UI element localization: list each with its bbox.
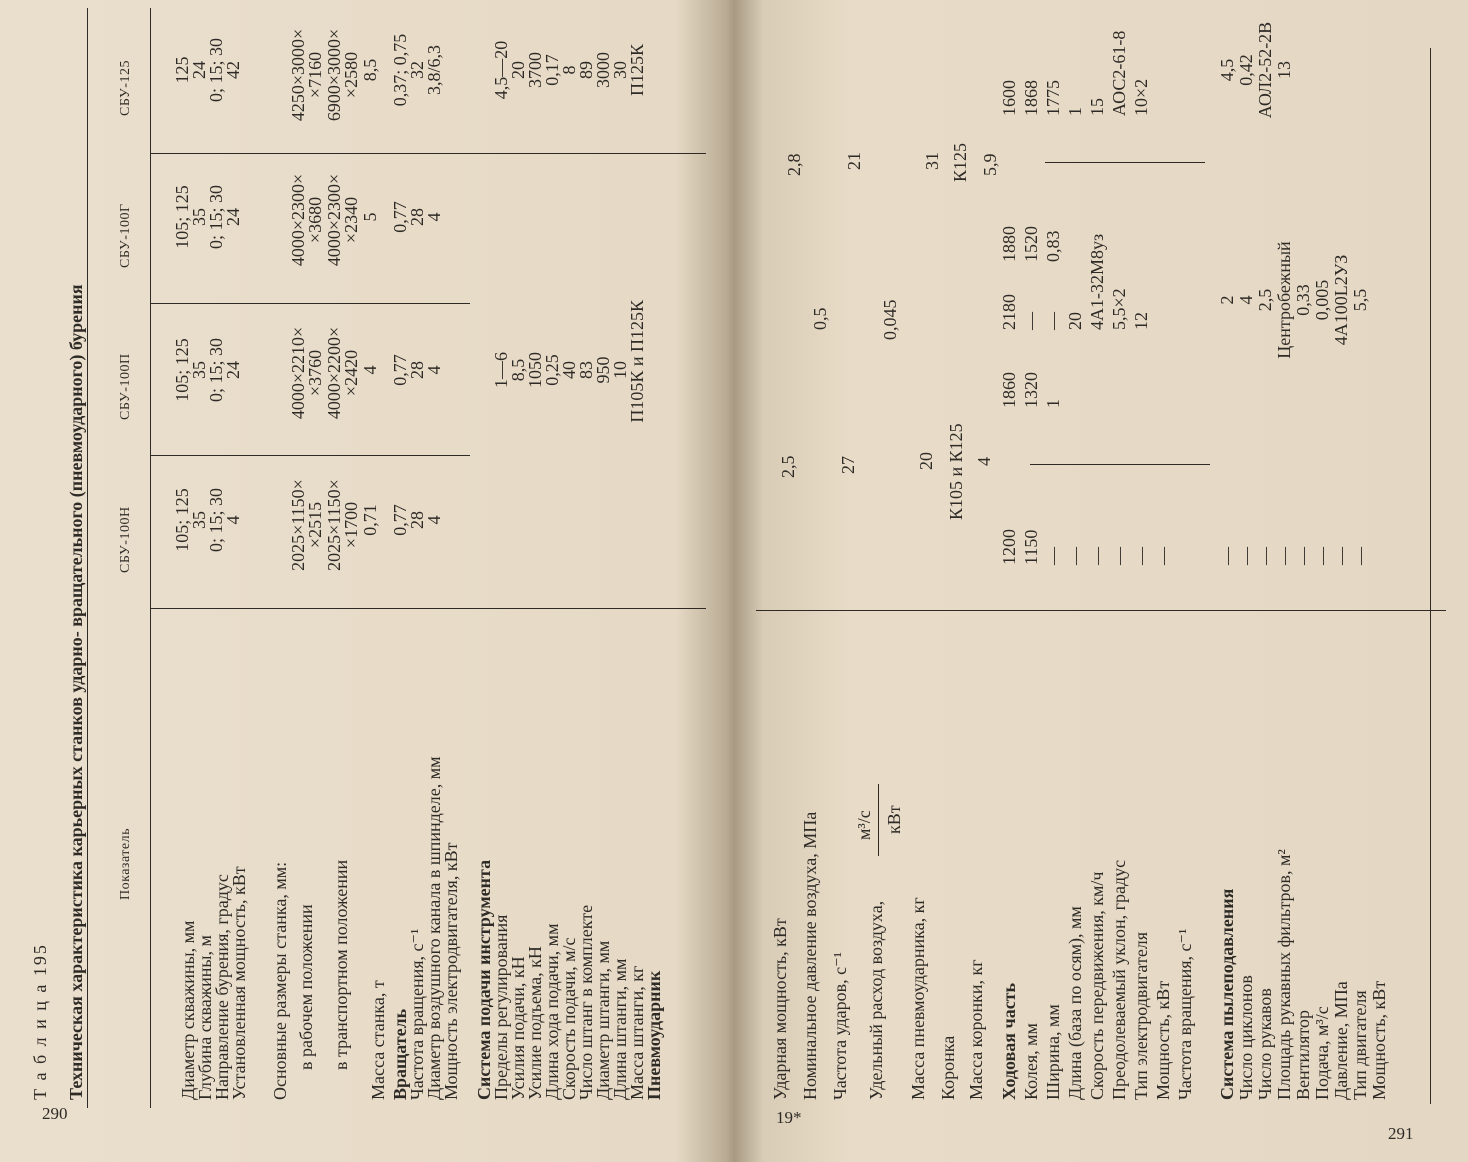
g1-col4 — [174, 5, 242, 135]
row-label: Пневмоударник — [644, 970, 664, 1100]
right-table-top-rule — [756, 610, 1446, 611]
cell: — — [1153, 547, 1173, 565]
row-label: Пределы регулирования — [491, 914, 511, 1100]
g2-work-col1 — [290, 450, 324, 600]
section-heading: Ходовая часть — [999, 982, 1019, 1100]
cell: 13 — [1274, 61, 1294, 79]
g4-col2 — [493, 300, 646, 440]
cell: 125 — [172, 56, 192, 84]
cell: 0,17 — [542, 54, 562, 86]
cell: — — [1087, 547, 1107, 565]
g3-col3 — [392, 147, 443, 287]
cell: 4000×2300× — [324, 173, 344, 267]
g1-col2 — [174, 300, 242, 440]
row-label: Площадь рукавных фильтров, м² — [1274, 849, 1294, 1100]
cell: — — [1236, 547, 1256, 565]
cell: 4,5 — [1217, 58, 1237, 82]
bit-col3: К125 — [950, 142, 970, 182]
cell: 1050 — [525, 352, 545, 388]
cell: — — [1217, 547, 1237, 565]
cell: АОС2-61-8 — [1109, 30, 1129, 116]
bit-mass-col1: 4 — [974, 457, 994, 466]
cell: — — [1021, 312, 1041, 330]
cell: 2,5 — [1255, 288, 1275, 312]
table-left-rule — [87, 8, 88, 1108]
cell: — — [1331, 547, 1351, 565]
cell: 20 — [1065, 312, 1085, 330]
cell: 35 — [189, 208, 209, 226]
freq-label: Частота ударов, с⁻¹ — [830, 951, 850, 1100]
row-label: Ширина, мм — [1043, 1004, 1063, 1100]
label-group-4 — [476, 860, 663, 1100]
row-label: Колея, мм — [1021, 1023, 1041, 1100]
airflow-col2: 0,045 — [880, 299, 900, 340]
row-label: Направление бурения, градус — [212, 874, 232, 1100]
section-heading: Система пылеподавления — [1217, 888, 1237, 1100]
cell: 2025×1150× — [288, 479, 308, 571]
row-label: Диаметр скважины, мм — [178, 920, 198, 1100]
hammer-mass-col1: 20 — [916, 452, 936, 470]
cell: 8,5 — [508, 358, 528, 382]
row-label: Скорость передвижения, км/ч — [1087, 871, 1107, 1100]
cell: 2180 — [999, 294, 1019, 330]
bit-mass-col3: 5,9 — [980, 153, 1000, 176]
cell: ×3680 — [305, 196, 325, 244]
cell: 24 — [223, 361, 243, 379]
header-col2: СБУ-100П — [118, 353, 133, 420]
cell: 4 — [424, 365, 444, 375]
g3-col4 — [392, 5, 443, 135]
header-col3: СБУ-100Г — [118, 203, 133, 268]
cell: П125К — [627, 44, 647, 97]
cell: 8 — [559, 65, 579, 75]
cell: 28 — [407, 511, 427, 529]
hammer-mass-label: Масса пневмоударника, кг — [908, 897, 928, 1100]
dimensions-label: Основные размеры станка, мм: — [270, 861, 290, 1100]
row-label: Скорость подачи, м/с — [559, 937, 579, 1100]
cell: 3700 — [525, 52, 545, 88]
cell: 0,77 — [390, 354, 410, 386]
mass-col1: 0,71 — [360, 504, 380, 536]
freq-col3: 21 — [844, 152, 864, 170]
g1-col3 — [174, 147, 242, 287]
row-label: Тип электродвигателя — [1131, 931, 1151, 1100]
cell: 0; 15; 30 — [206, 488, 226, 553]
cell: — — [1043, 312, 1063, 330]
cell: 1880 — [999, 226, 1019, 262]
cell: 30 — [610, 61, 630, 79]
header-indicator: Показатель — [118, 828, 133, 900]
row-label: Давление, МПа — [1331, 981, 1351, 1100]
mass-col4: 8,5 — [360, 58, 380, 82]
cell: 0; 15; 30 — [206, 38, 226, 103]
cell: 105; 125 — [172, 185, 192, 249]
signature-mark: 19* — [776, 1108, 802, 1127]
cell: 4000×2210× — [288, 326, 308, 420]
cell: 32 — [407, 61, 427, 79]
row-label: Установленная мощность, кВт — [229, 866, 249, 1100]
cell: ×7160 — [305, 51, 325, 99]
cell: Центробежный — [1274, 241, 1294, 359]
airflow-label: Удельный расход воздуха, — [866, 900, 886, 1100]
pressure-label: Номинальное давление воздуха, МПа — [800, 811, 820, 1100]
row-label: Тип двигателя — [1350, 990, 1370, 1100]
cell: АОЛ2-52-2В — [1255, 21, 1275, 119]
row-label: Частота вращения, с⁻¹ — [1175, 928, 1195, 1100]
cell: 10 — [610, 361, 630, 379]
cell: 89 — [576, 61, 596, 79]
cell: 0,77 — [390, 201, 410, 233]
cell: 83 — [576, 361, 596, 379]
cell: — — [1350, 547, 1370, 565]
cell: 1200 — [999, 529, 1019, 565]
label-group-6 — [1218, 849, 1389, 1100]
row-label: Мощность электродвигателя, кВт — [441, 842, 461, 1100]
page-number-left: 290 — [42, 1104, 68, 1123]
cell: 2025×1150× — [324, 479, 344, 571]
g2-work-col3 — [290, 145, 324, 295]
cell: 0; 15; 30 — [206, 185, 226, 250]
g2-transport-col1 — [326, 450, 360, 600]
cell: 0,77 — [390, 504, 410, 536]
table-title: Техническая характеристика карьерных станков ударно- вращательного (пневмоударного) бурения — [66, 284, 86, 1100]
work-position-label: в рабочем положении — [296, 904, 316, 1070]
cell: — — [1274, 547, 1294, 565]
cell: 3,8/6,3 — [424, 45, 444, 96]
impact-col1: 2,5 — [778, 455, 798, 478]
g5-col4 — [998, 31, 1152, 116]
impact-col3: 2,8 — [784, 153, 804, 176]
cell: 35 — [189, 361, 209, 379]
header-divider — [150, 8, 151, 1108]
g5-col2 — [998, 372, 1064, 408]
row-label: Длина (база по осям), мм — [1065, 906, 1085, 1100]
row-label: Подача, м³/с — [1312, 1006, 1332, 1100]
mass-col3: 5 — [360, 212, 380, 222]
cell: 4000×2200× — [324, 326, 344, 420]
cell: 4А100L2УЗ — [1331, 254, 1351, 346]
right-table-bottom-rule — [1430, 48, 1431, 1104]
row-label: Преодолеваемый уклон, градус — [1109, 859, 1129, 1100]
row-label: Частота вращения, с⁻¹ — [407, 928, 427, 1100]
g6-col4 — [1218, 0, 1294, 140]
cell: 4 — [424, 212, 444, 222]
row-label: Число штанг в комплекте — [576, 904, 596, 1100]
row-label: Глубина скважины, м — [195, 935, 215, 1100]
right-col-divider-1 — [1030, 464, 1210, 465]
cell: 1150 — [1021, 529, 1041, 565]
cell: 0; 15; 30 — [206, 338, 226, 403]
cell: ×2340 — [341, 196, 361, 244]
cell: — — [1109, 547, 1129, 565]
row-label: Длина хода подачи, мм — [542, 923, 562, 1100]
row-label: Мощность, кВт — [1153, 980, 1173, 1100]
cell: 105; 125 — [172, 338, 192, 402]
airflow-frac-top: м³/с — [854, 810, 874, 840]
bit-mass-label: Масса коронки, кг — [966, 959, 986, 1100]
g6-col1 — [1218, 547, 1370, 565]
cell: 1868 — [1021, 80, 1041, 116]
cell: 1 — [1065, 107, 1085, 116]
cell: 2 — [1217, 295, 1237, 305]
cell: 4 — [223, 515, 243, 525]
cell: 1775 — [1043, 80, 1063, 116]
cell: 0,33 — [1293, 284, 1313, 316]
row-label: Усилие подъема, кН — [525, 946, 545, 1100]
cell: 0,42 — [1236, 54, 1256, 86]
g4-col4 — [493, 5, 646, 135]
cell: 12 — [1131, 312, 1151, 330]
g3-col1 — [392, 450, 443, 590]
cell: 24 — [223, 208, 243, 226]
g2-work-col4 — [290, 5, 324, 145]
label-group-1 — [180, 866, 248, 1100]
label-group-3 — [392, 757, 460, 1101]
cell: 42 — [223, 61, 243, 79]
airflow-frac-bottom: кВт — [884, 805, 904, 834]
cell: 0,005 — [1312, 279, 1332, 321]
g1-col1 — [174, 450, 242, 590]
g3-col2 — [392, 300, 443, 440]
transport-position-label: в транспортном положении — [331, 859, 351, 1070]
cell: ×2580 — [341, 51, 361, 99]
cell: ×2515 — [305, 501, 325, 549]
cell: 20 — [508, 61, 528, 79]
cell: 1600 — [999, 80, 1019, 116]
g2-transport-col2 — [326, 298, 360, 448]
cell: 1860 — [999, 372, 1019, 408]
g2-work-col2 — [290, 298, 324, 448]
cell: 35 — [189, 511, 209, 529]
row-label: Мощность, кВт — [1369, 980, 1389, 1100]
cell: ×2420 — [341, 349, 361, 397]
cell: 40 — [559, 361, 579, 379]
g6-col3 — [1218, 200, 1370, 400]
page-number-right: 291 — [1388, 1124, 1414, 1143]
cell: 1 — [1043, 399, 1063, 408]
freq-col1: 27 — [838, 456, 858, 474]
row-label: Вентилятор — [1293, 1009, 1313, 1100]
row-label: Диаметр воздушного канала в шпинделе, мм — [424, 756, 444, 1100]
label-group-5 — [998, 860, 1196, 1100]
pressure-col2: 0,5 — [810, 307, 830, 330]
cell: 1—6 — [491, 352, 511, 388]
cell: 1320 — [1021, 372, 1041, 408]
cell: 0,25 — [542, 354, 562, 386]
cell: — — [1312, 547, 1332, 565]
g2-transport-col3 — [326, 145, 360, 295]
cell: 4000×2300× — [288, 173, 308, 267]
row-label: Длина штанги, мм — [610, 958, 630, 1100]
row-label: Число циклонов — [1236, 975, 1256, 1100]
cell: 28 — [407, 361, 427, 379]
cell: 5,5×2 — [1109, 288, 1129, 330]
cell: 105; 125 — [172, 488, 192, 552]
cell: 0,83 — [1043, 230, 1063, 262]
cell: 6900×3000× — [324, 28, 344, 122]
cell: 15 — [1087, 98, 1107, 116]
right-col-divider-2 — [1045, 162, 1205, 163]
g5-col1 — [998, 529, 1174, 565]
header-col1: СБУ-100Н — [118, 506, 133, 573]
col-divider-1 — [150, 608, 706, 609]
cell: П105К и П125К — [627, 300, 647, 423]
g2-transport-col4 — [326, 5, 360, 145]
cell: 4,5—20 — [491, 40, 511, 100]
bit-label: Коронка — [938, 1035, 958, 1100]
hammer-mass-col3: 31 — [922, 152, 942, 170]
row-label: Число рукавов — [1255, 988, 1275, 1100]
header-col4: СБУ-125 — [118, 60, 133, 116]
impact-label: Ударная мощность, кВт — [770, 918, 790, 1100]
fraction-bar — [878, 784, 879, 856]
mass-col2: 4 — [360, 365, 380, 375]
section-heading: Вращатель — [390, 1008, 410, 1100]
bit-col1: К105 и К125 — [946, 423, 966, 520]
section-heading: Система подачи инструмента — [474, 859, 494, 1100]
cell: — — [1255, 547, 1275, 565]
cell: ×1700 — [341, 501, 361, 549]
cell: — — [1043, 547, 1063, 565]
mass-label: Масса станка, т — [368, 980, 388, 1100]
row-label: Масса штанги, кг — [627, 965, 647, 1100]
row-label: Диаметр штанги, мм — [593, 940, 613, 1100]
cell: — — [1131, 547, 1151, 565]
cell: — — [1065, 547, 1085, 565]
g5-col3b — [998, 226, 1064, 262]
cell: 3000 — [593, 52, 613, 88]
cell: 4А1-32М8уз — [1087, 233, 1107, 330]
table-caption: Т а б л и ц а 195 — [30, 943, 50, 1100]
cell: 950 — [593, 356, 613, 384]
cell: 28 — [407, 208, 427, 226]
cell: 4 — [1236, 295, 1256, 305]
cell: 4250×3000× — [288, 28, 308, 122]
cell: 5,5 — [1350, 288, 1370, 312]
cell: 24 — [189, 61, 209, 79]
cell: — — [1293, 547, 1313, 565]
cell: 1520 — [1021, 226, 1041, 262]
cell: 4 — [424, 515, 444, 525]
cell: 0,37; 0,75 — [390, 33, 410, 107]
cell: ×3760 — [305, 349, 325, 397]
cell: 10×2 — [1131, 78, 1151, 116]
row-label: Усилия подачи, кН — [508, 956, 528, 1100]
